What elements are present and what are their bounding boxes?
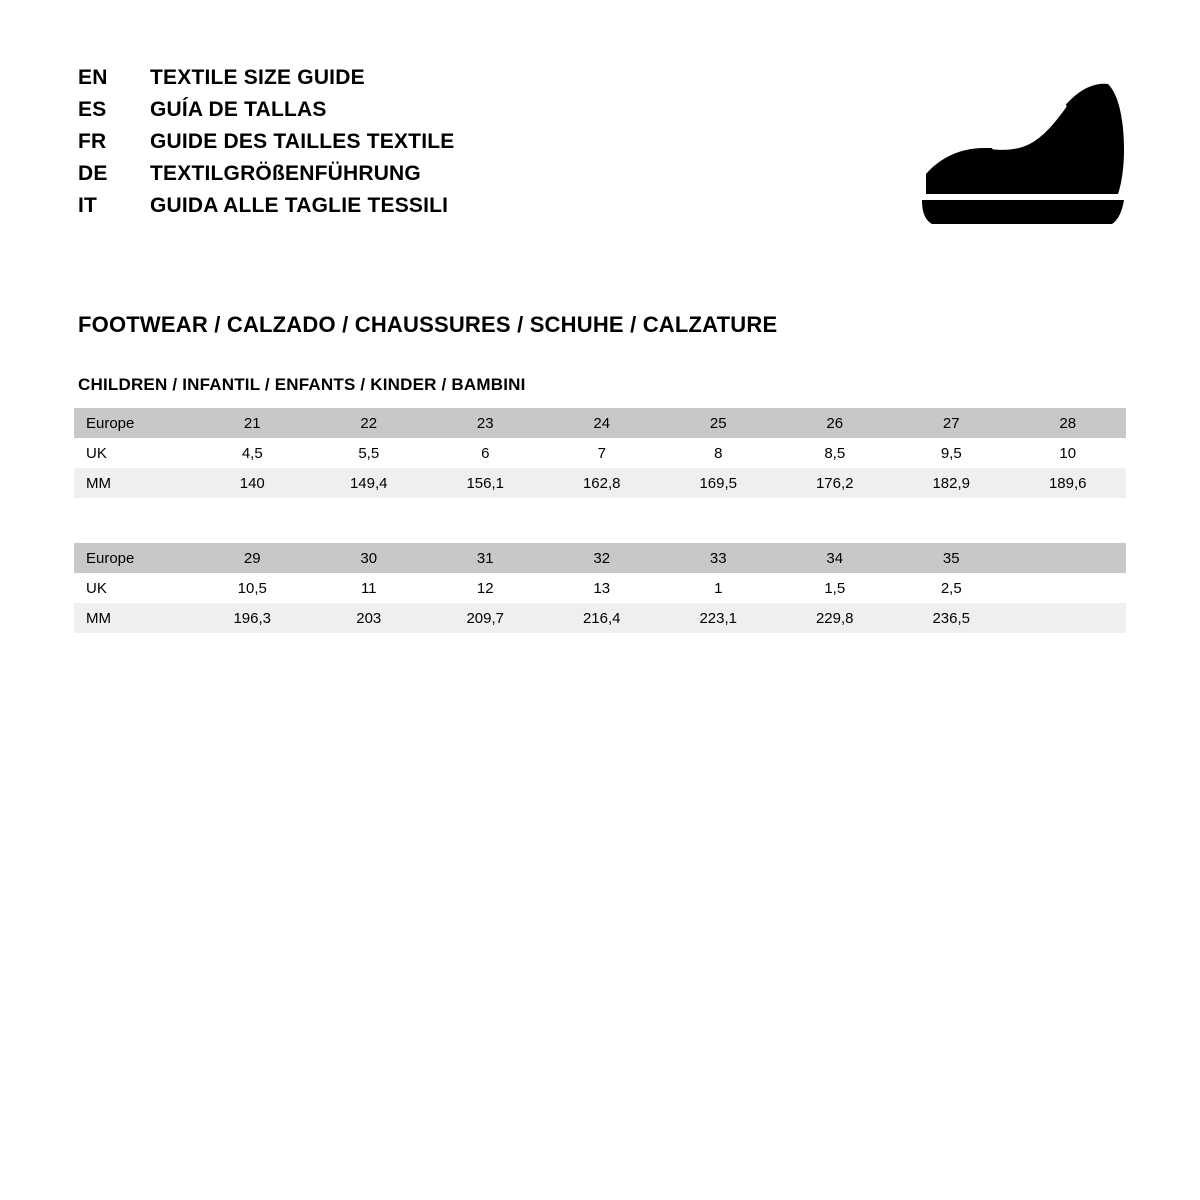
table-row — [74, 543, 1126, 573]
table-row — [74, 573, 1126, 603]
table-cell: 8,5 — [777, 438, 894, 468]
table-cell: 8 — [660, 438, 777, 468]
table-cell: 216,4 — [544, 603, 661, 633]
table-cell: 9,5 — [893, 438, 1010, 468]
table-cell: 21 — [194, 408, 311, 438]
table-cell: 25 — [660, 408, 777, 438]
table-cell: 13 — [544, 573, 661, 603]
table-cell: 1,5 — [777, 573, 894, 603]
table-cell: 189,6 — [1010, 468, 1127, 498]
table-cell — [1010, 543, 1127, 573]
table-cell: 4,5 — [194, 438, 311, 468]
table-cell: 11 — [311, 573, 428, 603]
table-cell: 24 — [544, 408, 661, 438]
table-cell: 223,1 — [660, 603, 777, 633]
table-row — [74, 468, 1126, 498]
table-cell: 182,9 — [893, 468, 1010, 498]
language-title: GUIDA ALLE TAGLIE TESSILI — [150, 194, 449, 217]
table-cell: 203 — [311, 603, 428, 633]
table-cell: 156,1 — [427, 468, 544, 498]
shoe-icon — [912, 62, 1132, 232]
table-cell: 29 — [194, 543, 311, 573]
table-cell: 6 — [427, 438, 544, 468]
language-code: EN — [78, 66, 108, 89]
table-cell: 27 — [893, 408, 1010, 438]
language-code: FR — [78, 130, 107, 153]
table-cell: 1 — [660, 573, 777, 603]
table-cell: 31 — [427, 543, 544, 573]
table-cell: 32 — [544, 543, 661, 573]
language-row — [78, 98, 698, 130]
table-cell: 22 — [311, 408, 428, 438]
table-cell: 196,3 — [194, 603, 311, 633]
size-table-children-small — [74, 408, 1126, 498]
language-code: IT — [78, 194, 98, 217]
table-cell: 10,5 — [194, 573, 311, 603]
language-title: TEXTILE SIZE GUIDE — [150, 66, 365, 89]
table-cell: 26 — [777, 408, 894, 438]
table-cell: 209,7 — [427, 603, 544, 633]
language-row — [78, 194, 698, 226]
table-cell: 236,5 — [893, 603, 1010, 633]
table-cell: 140 — [194, 468, 311, 498]
table-cell: 33 — [660, 543, 777, 573]
language-row — [78, 162, 698, 194]
table-cell: 2,5 — [893, 573, 1010, 603]
table-cell: 229,8 — [777, 603, 894, 633]
row-label: MM — [74, 468, 194, 498]
table-row — [74, 603, 1126, 633]
table-cell: 34 — [777, 543, 894, 573]
table-cell: 7 — [544, 438, 661, 468]
language-title: GUIDE DES TAILLES TEXTILE — [150, 130, 455, 153]
table-cell: 35 — [893, 543, 1010, 573]
table-cell: 10 — [1010, 438, 1127, 468]
table-cell: 28 — [1010, 408, 1127, 438]
table-cell — [1010, 603, 1127, 633]
row-label: UK — [74, 438, 194, 468]
table-cell: 30 — [311, 543, 428, 573]
language-code: ES — [78, 98, 107, 121]
table-cell — [1010, 573, 1127, 603]
language-title-list — [78, 66, 698, 226]
row-label: Europe — [74, 543, 194, 573]
language-code: DE — [78, 162, 108, 185]
size-table-children-large — [74, 543, 1126, 633]
table-cell: 169,5 — [660, 468, 777, 498]
table-cell: 149,4 — [311, 468, 428, 498]
row-label: UK — [74, 573, 194, 603]
table-cell: 176,2 — [777, 468, 894, 498]
row-label: MM — [74, 603, 194, 633]
table-row — [74, 438, 1126, 468]
language-title: GUÍA DE TALLAS — [150, 98, 327, 121]
language-row — [78, 130, 698, 162]
table-cell: 23 — [427, 408, 544, 438]
language-row — [78, 66, 698, 98]
language-title: TEXTILGRÖßENFÜHRUNG — [150, 162, 421, 185]
table-cell: 12 — [427, 573, 544, 603]
section-subtitle: CHILDREN / INFANTIL / ENFANTS / KINDER / BAMBINI — [78, 375, 526, 394]
table-cell: 162,8 — [544, 468, 661, 498]
table-cell: 5,5 — [311, 438, 428, 468]
row-label: Europe — [74, 408, 194, 438]
section-title: FOOTWEAR / CALZADO / CHAUSSURES / SCHUHE / CALZATURE — [78, 312, 778, 337]
table-row — [74, 408, 1126, 438]
